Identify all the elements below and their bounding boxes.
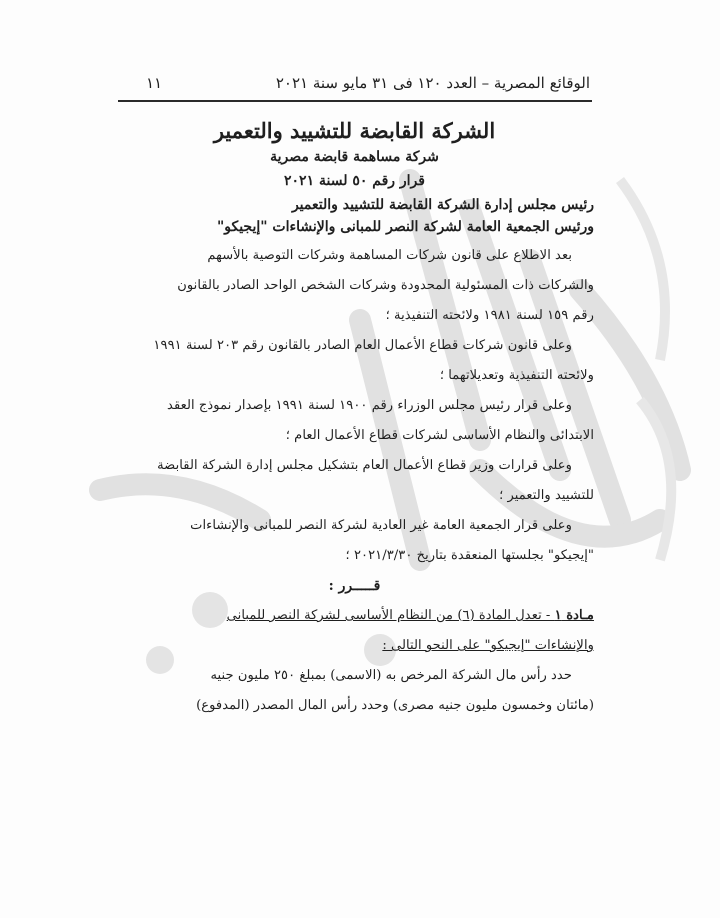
article-body [115,661,594,721]
company-type: شركة مساهمة قابضة مصرية [270,149,439,165]
preamble-line: وعلى قرارات وزير قطاع الأعمال العام بتشكيل مجلس إدارة الشركة القابضة [157,458,572,473]
article-body-line: (مائتان وخمسون مليون جنيه مصرى) وحدد رأس المال المصدر (المدفوع) [196,698,594,713]
article-1-line-1 [115,601,594,631]
preamble-paragraph-2 [115,331,594,391]
article-1 [115,601,594,661]
preamble-line: والشركات ذات المسئولية المحدودة وشركات الشخص الواحد الصادر بالقانون [177,278,594,293]
document-body [115,110,594,721]
preamble-paragraph-4 [115,451,594,511]
preamble-paragraph-5 [115,511,594,571]
preamble-line: ولائحته التنفيذية وتعديلاتهما ؛ [439,368,594,383]
page-number: ١١ [146,74,163,92]
article-text: - تعدل المادة (٦) من النظام الأساسى لشركة النصر للمبانى [226,608,555,623]
issuer-line-1: رئيس مجلس إدارة الشركة القابضة للتشييد والتعمير [291,197,594,213]
preamble-paragraph-3 [115,391,594,451]
preamble-line: "إيجيكو" بجلستها المنعقدة بتاريخ ٢٠٢١/٣/٣٠ ؛ [345,548,594,563]
decided-heading: قـــــرر : [328,578,381,594]
preamble-line: وعلى قرار رئيس مجلس الوزراء رقم ١٩٠٠ لسنة ١٩٩١ بإصدار نموذج العقد [167,398,572,413]
preamble-line: الابتدائى والنظام الأساسى لشركات قطاع الأعمال العام ؛ [285,428,594,443]
article-body-line: حدد رأس مال الشركة المرخص به (الاسمى) بمبلغ ٢٥٠ مليون جنيه [210,668,572,683]
article-label: مـادة ١ [554,608,594,623]
page-header [118,70,592,102]
preamble-line: رقم ١٥٩ لسنة ١٩٨١ ولائحته التنفيذية ؛ [385,308,594,323]
preamble-line: وعلى قانون شركات قطاع الأعمال العام الصادر بالقانون رقم ٢٠٣ لسنة ١٩٩١ [153,338,572,353]
company-name: الشركة القابضة للتشييد والتعمير [213,118,496,143]
issuer-line-2: ورئيس الجمعية العامة لشركة النصر للمبانى والإنشاءات "إيجيكو" [216,219,594,235]
preamble-line: بعد الاطلاع على قانون شركات المساهمة وشركات التوصية بالأسهم [207,248,572,263]
preamble-line: للتشييد والتعمير ؛ [499,488,594,503]
gazette-header-title: الوقائع المصرية – العدد ١٢٠ فى ٣١ مايو سنة ٢٠٢١ [275,74,590,92]
preamble-paragraph-1 [115,241,594,331]
preamble-line: وعلى قرار الجمعية العامة غير العادية لشركة النصر للمبانى والإنشاءات [190,518,572,533]
decree-title: قرار رقم ٥٠ لسنة ٢٠٢١ [284,173,425,189]
article-1-line-2: والإنشاءات "إيجيكو" على النحو التالى : [382,638,594,653]
